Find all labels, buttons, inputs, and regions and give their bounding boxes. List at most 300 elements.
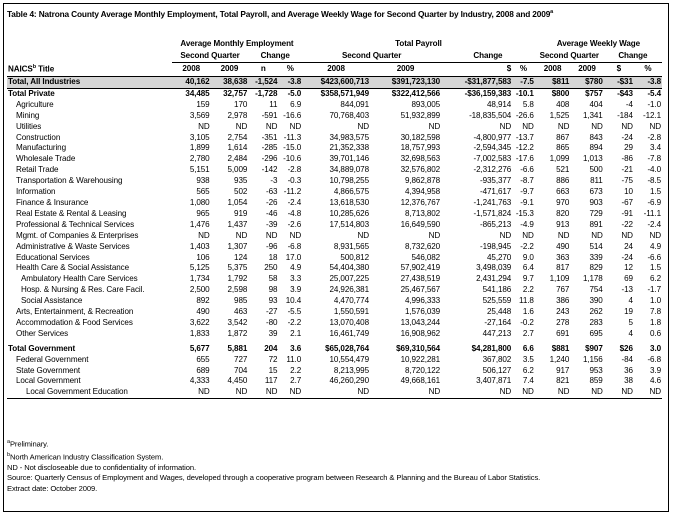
cell-e09: 3,542 [227,317,248,327]
cell-w09: 811 [590,176,603,186]
cell-w08: 970 [556,197,570,207]
table-row [7,242,662,253]
header-row-columns [7,62,662,76]
cell-w09: ND [570,387,603,398]
cell-wp: 3.0 [650,343,661,353]
cell-p09: 893,005 [411,99,441,109]
cell-w08: 1,109 [549,274,570,284]
cell-ep: ND [278,387,302,398]
cell-p09: $391,723,130 [370,77,441,89]
industry-title: Transportation & Warehousing [16,176,123,186]
footnote-text: Extract date: October 2009. [7,483,98,493]
cell-e09: 5,375 [227,263,248,273]
cell-pc: 525,559 [482,296,512,306]
cell-pp: -17.6 [515,154,534,164]
cell-en: -296 [261,154,278,164]
footnote [7,437,662,450]
cell-p08: 21,352,338 [329,143,369,153]
cell-w08: 490 [556,241,570,251]
header-pay-second-quarter: Second Quarter [302,51,441,62]
cell-en: -39 [266,219,278,229]
cell-e09: ND [235,121,248,131]
cell-w08: 363 [556,252,570,262]
cell-p08: $65,028,764 [325,343,369,353]
cell-p09: $322,412,566 [391,88,441,98]
header-wage-pct: % [634,62,662,76]
cell-w09: $780 [570,77,603,89]
table-row [7,274,662,285]
header-wage-2009: 2009 [570,62,603,76]
cell-wp: 4.9 [650,241,661,251]
table-row [7,143,662,154]
cell-wc: -13 [621,285,633,295]
cell-ep: -2.2 [287,317,302,327]
cell-ep: 2.2 [290,365,302,375]
cell-wc: 19 [624,307,633,317]
footnotes [7,437,662,494]
header-emp-n: n [248,62,278,76]
cell-w09: 404 [589,99,603,109]
cell-ep: 11.0 [286,354,302,364]
footnote-marker: a [7,439,10,445]
cell-ep: 2.7 [290,376,302,386]
cell-p09: 546,082 [411,252,441,262]
cell-wc: ND [621,121,633,131]
cell-wp: 1.5 [650,263,661,273]
cell-p09: ND [370,387,441,398]
cell-e08: 1,734 [189,274,210,284]
table-row [7,366,662,377]
table-row [7,176,662,187]
cell-p08: ND [357,230,369,240]
industry-title: Total Government [8,343,76,353]
header-pay-2008: 2008 [302,62,370,76]
cell-w09: $907 [585,343,603,353]
cell-ep: -15.0 [283,143,302,153]
cell-ep: 4.9 [290,263,302,273]
header-emp-2008: 2008 [172,62,211,76]
cell-e08: 3,569 [189,110,210,120]
cell-p09: 10,922,281 [400,354,441,364]
cell-e08: 1,080 [189,197,210,207]
table-row [7,198,662,209]
cell-ep: -6.8 [287,241,302,251]
cell-e08: 5,151 [189,165,210,175]
cell-e08: 34,485 [185,88,210,98]
table-row [7,307,662,318]
cell-wp: ND [649,230,661,240]
cell-wc: -24 [621,132,633,142]
cell-w08: 821 [556,376,570,386]
cell-pp: -10.1 [515,88,534,98]
cell-pc: 2,431,294 [476,274,512,284]
cell-en: ND [265,121,278,131]
cell-wp: -4.0 [647,165,661,175]
cell-p09: 16,908,962 [400,328,441,338]
industry-title: Retail Trade [16,165,59,175]
cell-e09: 38,638 [211,77,249,89]
industry-title: Local Government Education [7,387,172,398]
cell-en: 15 [268,365,278,375]
header-title: Title [35,65,55,75]
cell-en: -1,728 [255,88,278,98]
header-weekly-wage: Average Weekly Wage [556,39,641,49]
cell-pc: ND [441,387,512,398]
cell-wc: -24 [621,252,633,262]
header-wage-second-quarter: Second Quarter [535,51,604,62]
cell-pc: 25,448 [487,307,512,317]
table-row [7,263,662,274]
industry-title: Wholesale Trade [16,154,76,164]
cell-p09: 32,576,802 [400,165,441,175]
cell-w09: 1,341 [582,110,603,120]
cell-en: 250 [264,263,278,273]
industry-title: Other Services [16,328,69,338]
cell-ep: -5.5 [287,307,302,317]
cell-p09: 12,376,767 [400,197,441,207]
cell-p09: 8,732,620 [404,241,441,251]
cell-pp: 9.7 [522,274,534,284]
cell-pc: -1,241,763 [473,197,512,207]
cell-p08: 10,798,255 [329,176,369,186]
cell-w08: 278 [556,317,570,327]
cell-e08: 892 [196,296,210,306]
cell-w08: 767 [556,285,570,295]
cell-pp: -4.9 [520,219,534,229]
cell-pp: -26.6 [515,110,534,120]
cell-en: -1,524 [248,77,278,89]
cell-e08: 965 [196,208,210,218]
cell-p08: 13,618,530 [329,197,369,207]
cell-pp: -0.2 [520,317,534,327]
cell-ep: -11.2 [283,187,302,197]
cell-pc: 3,498,039 [476,263,512,273]
cell-w09: 283 [589,317,603,327]
cell-w08: 243 [556,307,570,317]
cell-e08: 106 [196,252,210,262]
cell-p09: 32,698,563 [400,154,441,164]
footnote [7,473,662,483]
cell-e09: 919 [234,208,248,218]
cell-w08: 913 [556,219,570,229]
cell-w09: 514 [589,241,603,251]
cell-p08: 70,768,403 [329,110,369,120]
cell-wp: -2.4 [647,219,661,229]
cell-e09: 2,598 [227,285,248,295]
cell-w08: ND [557,230,570,240]
cell-w09: 1,156 [582,354,603,364]
industry-title: Finance & Insurance [16,197,89,207]
cell-pc: ND [499,230,512,240]
cell-p09: ND [428,121,441,131]
cell-pc: 447,213 [482,328,512,338]
cell-e09: 1,872 [227,328,248,338]
cell-p08: 8,931,565 [333,241,369,251]
cell-ep: ND [289,230,302,240]
table-row [7,285,662,296]
header-naics-sup: b [32,64,36,71]
cell-w09: 262 [589,307,603,317]
cell-pp: 11.8 [519,296,534,306]
cell-p09: $69,310,564 [396,343,441,353]
footnote-text: North American Industry Classification System. [9,452,164,462]
cell-wp: 0.6 [650,328,661,338]
cell-en: 72 [268,354,278,364]
cell-wp: -6.6 [647,252,661,262]
cell-wp: -8.5 [647,176,661,186]
cell-e08: ND [198,121,210,131]
cell-e09: ND [211,387,249,398]
industry-title: Hosp. & Nursing & Res. Care Facil. [21,285,145,295]
cell-p09: 18,757,993 [400,143,441,153]
cell-w09: 500 [589,165,603,175]
cell-e09: 985 [234,296,248,306]
cell-pc: -471,617 [480,187,512,197]
cell-en: -46 [266,208,278,218]
footnote-text: Preliminary. [9,439,49,449]
cell-w09: 903 [589,197,603,207]
footnote [7,484,662,494]
cell-pp: ND [512,387,535,398]
header-pay-pct: % [512,62,535,76]
cell-pc: 45,270 [487,252,512,262]
cell-e09: 1,054 [227,197,248,207]
cell-e09: 704 [234,365,248,375]
industry-title: Health Care & Social Assistance [16,263,129,273]
table-row [7,187,662,198]
cell-ep: 3.3 [290,274,302,284]
cell-pc: -4,800,977 [473,132,512,142]
cell-w09: 1,178 [582,274,603,284]
table-row [7,111,662,122]
cell-e09: 502 [234,187,248,197]
cell-pp: 6.6 [522,343,534,353]
cell-w09: 891 [589,219,603,229]
cell-w09: 1,013 [582,154,603,164]
footnote-marker: b [7,451,10,458]
cell-w08: 886 [556,176,570,186]
cell-p08: 46,260,290 [329,376,369,386]
cell-pp: -12.2 [515,143,534,153]
cell-p08: $423,600,713 [302,77,370,89]
cell-e08: 655 [196,354,210,364]
cell-w09: 729 [589,208,603,218]
cell-en: -96 [266,241,278,251]
cell-w08: 820 [556,208,570,218]
cell-w08: 867 [556,132,570,142]
cell-e08: ND [172,387,211,398]
cell-wc: -4 [625,99,633,109]
cell-en: -26 [266,197,278,207]
cell-pc: -7,002,583 [473,154,512,164]
header-pay-dollar: $ [441,62,512,76]
cell-w09: ND [591,230,603,240]
cell-wp: -1.0 [647,99,661,109]
cell-p09: 57,902,419 [400,263,441,273]
header-emp-pct: % [278,62,302,76]
cell-wc: $26 [619,343,633,353]
cell-pp: -9.1 [520,197,534,207]
cell-wp: 4.6 [650,376,661,386]
cell-ep: 2.1 [290,328,302,338]
table-row [7,387,662,398]
cell-w09: 894 [589,143,603,153]
cell-e08: 159 [196,99,210,109]
cell-wc: 4 [628,296,633,306]
cell-en: 11 [269,99,278,109]
cell-e09: ND [235,230,248,240]
cell-e09: 5,009 [227,165,248,175]
cell-pp: -9.7 [520,187,534,197]
cell-w08: $811 [535,77,571,89]
cell-ep: -10.6 [283,154,302,164]
industry-title: Manufacturing [16,143,66,153]
cell-w08: 917 [556,365,570,375]
cell-wc: 12 [624,263,633,273]
cell-e08: 2,500 [189,285,210,295]
cell-en: -351 [261,132,278,142]
table-body [7,77,662,399]
industry-title: Construction [16,132,61,142]
industry-title: Total, All Industries [7,77,172,89]
cell-e08: 938 [196,176,210,186]
table-row [7,355,662,366]
total-row [7,77,662,89]
cell-wp: -11.1 [643,208,661,218]
cell-p08: 10,554,479 [329,354,369,364]
cell-pp: 6.4 [522,263,534,273]
cell-wp: ND [634,387,662,398]
cell-wc: ND [621,230,633,240]
header-emp-change: Change [248,51,302,62]
cell-w09: 390 [589,296,603,306]
cell-wc: 29 [624,143,633,153]
cell-w09: 829 [589,263,603,273]
cell-e09: 170 [234,99,248,109]
industry-title: Ambulatory Health Care Services [21,274,138,284]
table-row [7,231,662,242]
cell-wc: -22 [621,219,633,229]
cell-p09: 9,862,878 [404,176,441,186]
cell-p09: 8,713,802 [404,208,441,218]
cell-en: -63 [266,187,278,197]
cell-wc: ND [604,387,634,398]
cell-w08: ND [557,121,570,131]
table-row [7,296,662,307]
cell-w08: 1,099 [549,154,570,164]
cell-ep: -3.8 [278,77,302,89]
cell-p08: 34,983,575 [329,132,369,142]
cell-w08: 1,240 [549,354,570,364]
industry-title: Mgmt. of Companies & Enterprises [16,230,139,240]
table-title [7,9,662,22]
cell-pc: -18,835,504 [469,110,512,120]
cell-w08: $800 [551,88,570,98]
cell-p08: 54,404,380 [329,263,369,273]
cell-e09: 2,484 [227,154,248,164]
data-table [7,38,662,399]
cell-e08: 1,476 [189,219,210,229]
cell-p09: 27,438,519 [400,274,441,284]
cell-w09: 339 [589,252,603,262]
cell-pp: 7.4 [522,376,534,386]
cell-w08: 663 [556,187,570,197]
cell-e09: 727 [234,354,248,364]
cell-pc: -2,312,276 [473,165,512,175]
table-row [7,318,662,329]
cell-wp: -5.4 [647,88,661,98]
footnote-text: ND - Not discloseable due to confidentiality of information. [7,462,197,472]
cell-wc: 4 [628,328,633,338]
cell-wc: -86 [621,154,633,164]
cell-p08: 500,812 [340,252,369,262]
header-naics-title [7,62,172,76]
cell-wc: 36 [624,365,633,375]
table-row [7,220,662,231]
industry-title: Agriculture [16,99,54,109]
cell-en: 18 [268,252,278,262]
table-row [7,253,662,264]
cell-e08: 3,105 [189,132,210,142]
cell-wp: 3.9 [650,365,661,375]
cell-e09: 1,614 [227,143,248,153]
header-emp-2009: 2009 [211,62,249,76]
cell-pp: ND [522,230,534,240]
cell-p09: 51,932,899 [400,110,441,120]
table-row [7,133,662,144]
cell-e08: 5,677 [189,343,210,353]
cell-ep: 6.9 [290,99,302,109]
cell-e09: 124 [234,252,248,262]
footnote [7,463,662,473]
cell-w08: 386 [556,296,570,306]
cell-w09: 859 [589,376,603,386]
title-superscript: a [550,9,554,16]
cell-ep: -2.4 [287,197,302,207]
cell-e08: 4,333 [189,376,210,386]
cell-p09: ND [428,230,441,240]
cell-e08: 2,780 [189,154,210,164]
cell-pc: -865,213 [480,219,512,229]
cell-p08: 4,866,575 [333,187,369,197]
cell-p08: 10,285,626 [329,208,369,218]
cell-e09: 463 [234,307,248,317]
cell-en: -285 [261,143,278,153]
header-naics: NAICS [8,65,33,75]
cell-p09: 13,043,244 [400,317,441,327]
cell-wp: 7.8 [650,307,661,317]
cell-en: -142 [261,165,278,175]
header-employment: Average Monthly Employment [180,39,294,49]
industry-title: Accommodation & Food Services [16,317,133,327]
cell-w08: 865 [556,143,570,153]
header-row-groups [7,38,662,51]
cell-pc: -27,164 [484,317,512,327]
cell-wp: -6.8 [647,354,661,364]
header-pay-2009: 2009 [370,62,441,76]
cell-wc: 38 [624,376,633,386]
cell-pc: -935,377 [480,176,512,186]
cell-pc: -$31,877,583 [441,77,512,89]
cell-w08: $881 [551,343,570,353]
cell-en: -80 [266,317,278,327]
cell-en: 117 [264,376,278,386]
cell-w09: 695 [589,328,603,338]
cell-ep: ND [289,121,302,131]
cell-pp: ND [522,121,534,131]
cell-pp: -7.5 [512,77,535,89]
cell-e09: 2,978 [227,110,248,120]
